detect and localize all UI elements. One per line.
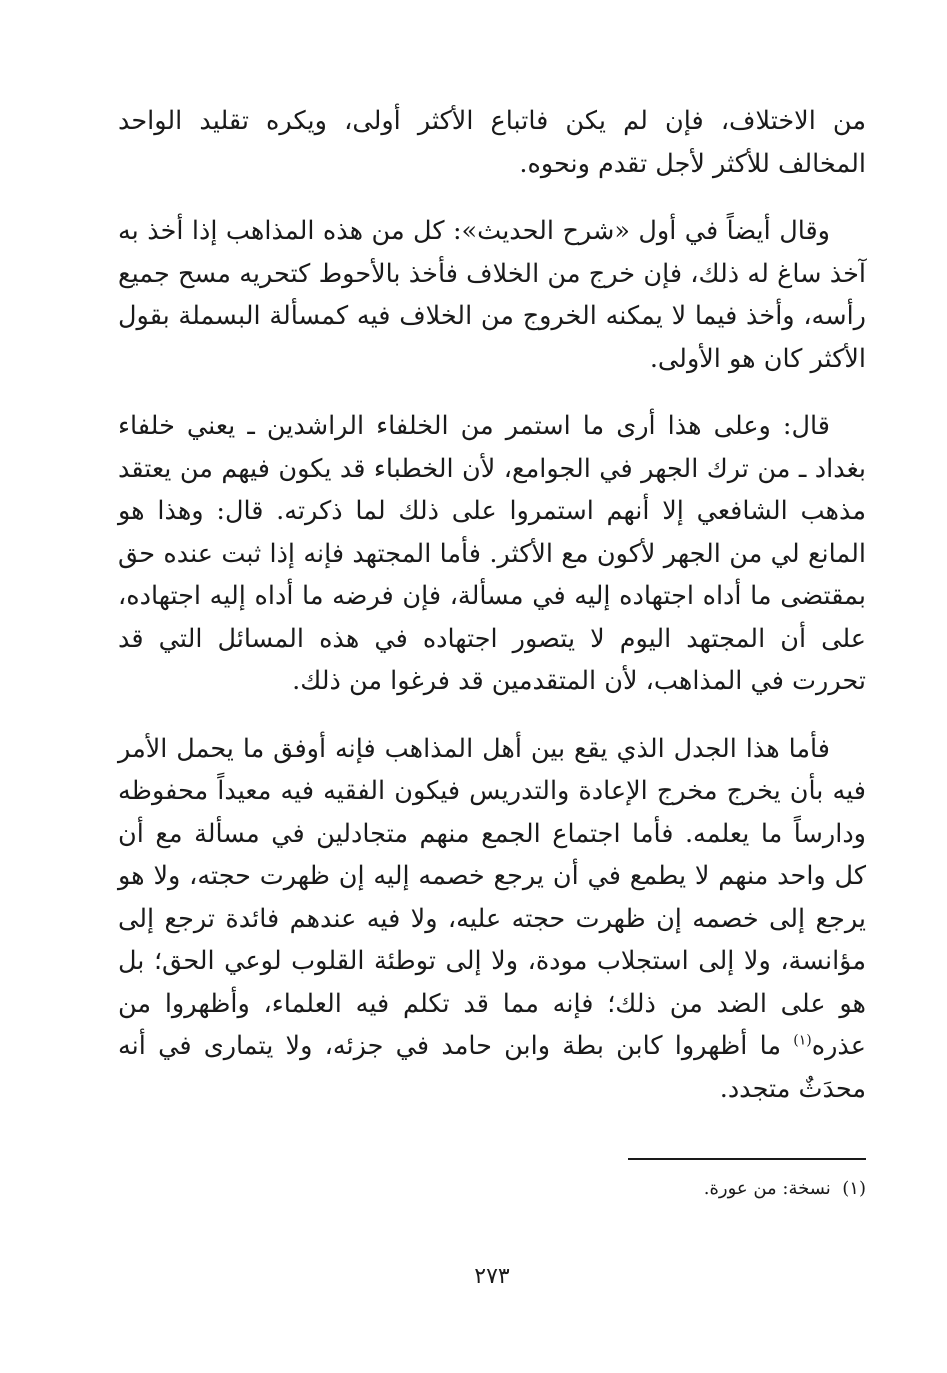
paragraph-4 [118, 728, 866, 1111]
footnote-divider [628, 1158, 866, 1160]
paragraph-4-text-after: ما أظهروا كابن بطة وابن حامد في جزئه، ولا يتمارى في أنه محدَثٌ متجدد. [118, 1031, 866, 1104]
footnote-reference: (١) [793, 1032, 812, 1049]
paragraph-1: من الاختلاف، فإن لم يكن فاتباع الأكثر أولى، ويكره تقليد الواحد المخالف للأكثر لأجل تقدم ونحوه. [118, 106, 866, 179]
paragraph-4-text-before: فأما هذا الجدل الذي يقع بين أهل المذاهب فإنه أوفق ما يحمل الأمر فيه بأن يخرج مخرج الإعادة والتدريس فيكون الفقيه فيه معيداً محفوظه ودارساً ما يعلمه. فأما اجتماع الجمع منهم متجادلين في مسألة مع أن كل واحد منهم لا يطمع في أن يرجع خصمه إليه إن ظهرت حجته، ولا هو يرجع إلى خصمه إن ظهرت حجته عليه، ولا فيه عندهم فائدة ترجع إلى مؤانسة، ولا إلى استجلاب مودة، ولا إلى توطئة القلوب لوعي الحق؛ بل هو على الضد من ذلك؛ فإنه مما قد تكلم فيه العلماء، وأظهروا من عذره [118, 733, 866, 1061]
footnote-marker: (١) [842, 1178, 866, 1199]
page-number: ٢٧٣ [474, 1264, 510, 1289]
footnote [704, 1176, 866, 1202]
footnote-text: نسخة: من عورة. [703, 1178, 831, 1199]
book-page [118, 100, 866, 1320]
paragraph-2: وقال أيضاً في أول «شرح الحديث»: كل من هذه المذاهب إذا أخذ به آخذ ساغ له ذلك، فإن خرج من الخلاف فأخذ بالأحوط كتحريه مسح جميع رأسه، وأخذ فيما لا يمكنه الخروج من الخلاف فيه كمسألة البسملة بقول الأكثر كان هو الأولى. [118, 216, 866, 374]
paragraph-3: قال: وعلى هذا أرى ما استمر من الخلفاء الراشدين ـ يعني خلفاء بغداد ـ من ترك الجهر في الجوامع، لأن الخطباء قد يكون فيهم من يعتقد مذهب الشافعي إلا أنهم استمروا على ذلك لما ذكرته. قال: وهذا هو المانع لي من الجهر لأكون مع الأكثر. فأما المجتهد فإنه إذا ثبت عنده حق بمقتضى ما أداه اجتهاده إليه في مسألة، فإن فرضه ما أداه إليه اجتهاده، على أن المجتهد اليوم لا يتصور اجتهاده في هذه المسائل التي قد تحررت في المذاهب، لأن المتقدمين قد فرغوا من ذلك. [118, 411, 866, 696]
